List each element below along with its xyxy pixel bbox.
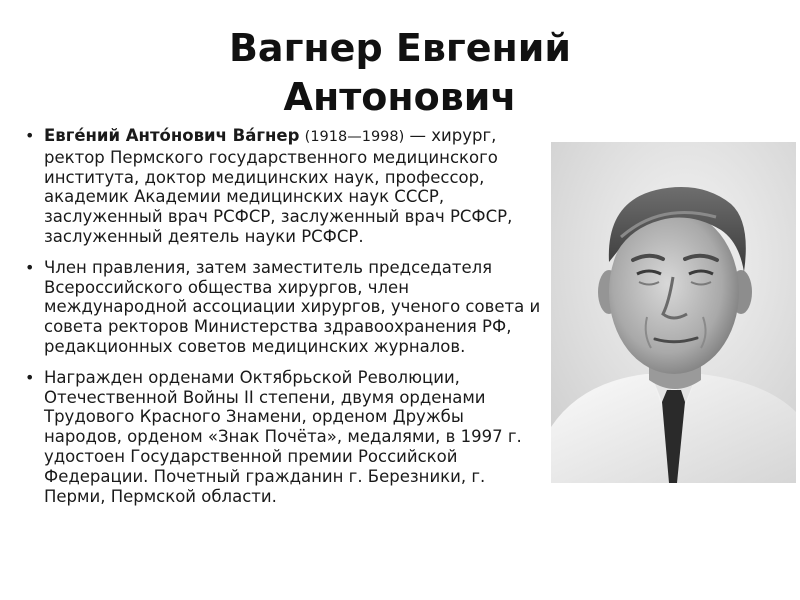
portrait-icon: [551, 142, 796, 483]
bullet-icon: •: [25, 257, 35, 277]
bullet-icon: •: [25, 367, 35, 387]
bullet-item-memberships: [22, 258, 542, 357]
title-line-2: Антонович: [283, 75, 517, 119]
portrait-photo: [551, 142, 796, 483]
slide-title: [60, 24, 740, 122]
bullet-icon: •: [25, 126, 35, 145]
bullet-item-awards: [22, 368, 542, 507]
life-years: (1918—1998): [304, 129, 405, 145]
memberships-text: Член правления, затем заместитель председателя Всероссийского общества хирургов, член международной ассоциации хирургов, ученого совета и совета ректоров Министерства здравоохранения РФ, редакционных советов медицинских журналов.: [44, 257, 541, 356]
person-name: Евге́ний Анто́нович Ва́гнер: [44, 126, 300, 145]
bullet-list: [22, 126, 542, 517]
awards-text: Награжден орденами Октябрьской Революции, Отечественной Войны II степени, двумя орденами Трудового Красного Знамени, орденом Дружбы народов, орденом «Знак Почёта», медалями, в 1997 г. удостоен Государственной премии Российской Федерации. Почетный гражданин г. Березники, г. Перми, Пермской области.: [44, 367, 522, 506]
bullet-item-biography: [22, 126, 542, 247]
title-line-1: Вагнер Евгений: [228, 26, 572, 70]
biography-text: — хирург, ректор Пермского государственного медицинского института, доктор медицинских наук, профессор, академик Академии медицинских наук СССР, заслуженный врач РСФСР, заслуженный врач РСФСР, заслуженный деятель науки РСФСР.: [44, 126, 513, 246]
